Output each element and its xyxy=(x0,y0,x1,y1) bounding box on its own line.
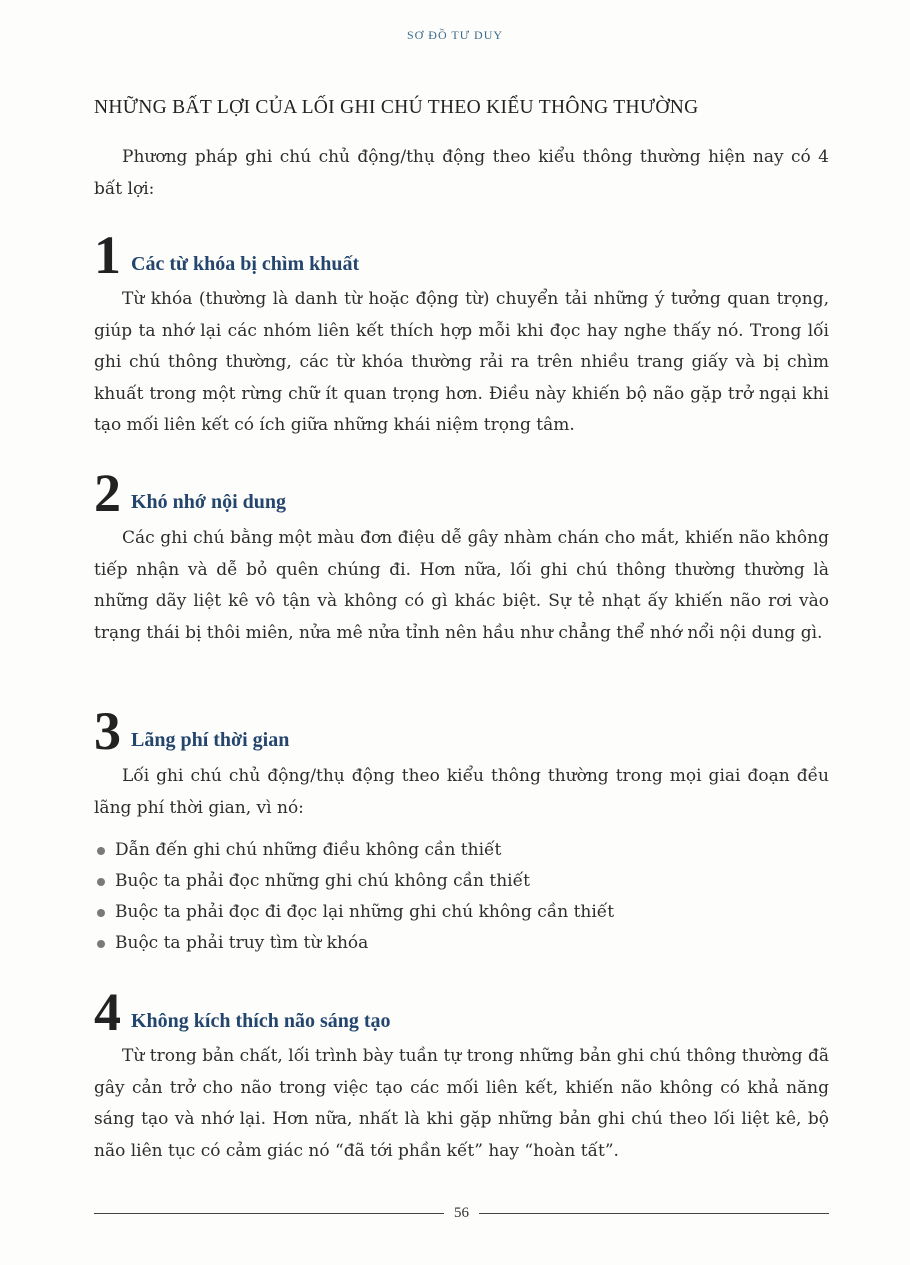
bullet-icon xyxy=(97,847,105,855)
section-number: 1 xyxy=(94,225,121,285)
bullet-icon xyxy=(97,909,105,917)
footer-rule-right xyxy=(479,1213,829,1214)
section-3-body: Lối ghi chú chủ động/thụ động theo kiểu thông thường trong mọi giai đoạn đều lãng phí thời gian, vì nó: xyxy=(94,766,829,818)
section-1-body: Từ khóa (thường là danh từ hoặc động từ) chuyển tải những ý tưởng quan trọng, giúp ta nhớ lại các nhóm liên kết thích hợp mỗi khi đọc hay nghe thấy nó. Trong lối ghi chú thông thường, các từ khóa thường rải ra trên nhiều trang giấy và bị chìm khuất trong một rừng chữ ít quan trọng hơn. Điều này khiến bộ não gặp trở ngại khi tạo mối liên kết có ích giữa những khái niệm trọng tâm. xyxy=(94,289,829,435)
section-title: Không kích thích não sáng tạo xyxy=(131,1010,391,1032)
section-1-heading xyxy=(94,218,834,285)
page-title: NHỮNG BẤT LỢI CỦA LỐI GHI CHÚ THEO KIỂU THÔNG THƯỜNG xyxy=(94,97,699,118)
section-title: Các từ khóa bị chìm khuất xyxy=(131,253,360,275)
bullet-icon xyxy=(97,878,105,886)
section-4-body: Từ trong bản chất, lối trình bày tuần tự trong những bản ghi chú thông thường đã gây cản trở cho não trong việc tạo các mối liên kết, khiến não không có khả năng sáng tạo và nhớ lại. Hơn nữa, nhất là khi gặp những bản ghi chú theo lối liệt kê, bộ não liên tục có cảm giác nó “đã tới phần kết” hay “hoàn tất”. xyxy=(94,1046,829,1161)
section-2-heading xyxy=(94,456,834,523)
list-item: Buộc ta phải đọc những ghi chú không cần thiết xyxy=(94,866,829,897)
running-head: SƠ ĐỒ TƯ DUY xyxy=(406,28,504,42)
section-number: 4 xyxy=(94,982,121,1042)
section-2-body: Các ghi chú bằng một màu đơn điệu dễ gây nhàm chán cho mắt, khiến não không tiếp nhận và dễ bỏ quên chúng đi. Hơn nữa, lối ghi chú thông thường thường là những dãy liệt kê vô tận và không có gì khác biệt. Sự tẻ nhạt ấy khiến não rơi vào trạng thái bị thôi miên, nửa mê nửa tỉnh nên hầu như chẳng thể nhớ nổi nội dung gì. xyxy=(94,528,829,643)
page-number: 56 xyxy=(454,1205,469,1221)
bullet-icon xyxy=(97,940,105,948)
section-number: 2 xyxy=(94,463,121,523)
section-4-heading xyxy=(94,975,834,1042)
list-item: Buộc ta phải đọc đi đọc lại những ghi chú không cần thiết xyxy=(94,897,829,928)
list-item: Dẫn đến ghi chú những điều không cần thiết xyxy=(94,835,829,866)
section-title: Lãng phí thời gian xyxy=(131,729,290,751)
section-title: Khó nhớ nội dung xyxy=(131,491,287,513)
section-number: 3 xyxy=(94,701,121,761)
footer-rule-left xyxy=(94,1213,444,1214)
intro-paragraph: Phương pháp ghi chú chủ động/thụ động theo kiểu thông thường hiện nay có 4 bất lợi: xyxy=(94,147,829,199)
page-footer xyxy=(94,1205,829,1222)
section-3-heading xyxy=(94,694,834,761)
list-item: Buộc ta phải truy tìm từ khóa xyxy=(94,928,829,959)
bullet-list xyxy=(94,835,829,959)
